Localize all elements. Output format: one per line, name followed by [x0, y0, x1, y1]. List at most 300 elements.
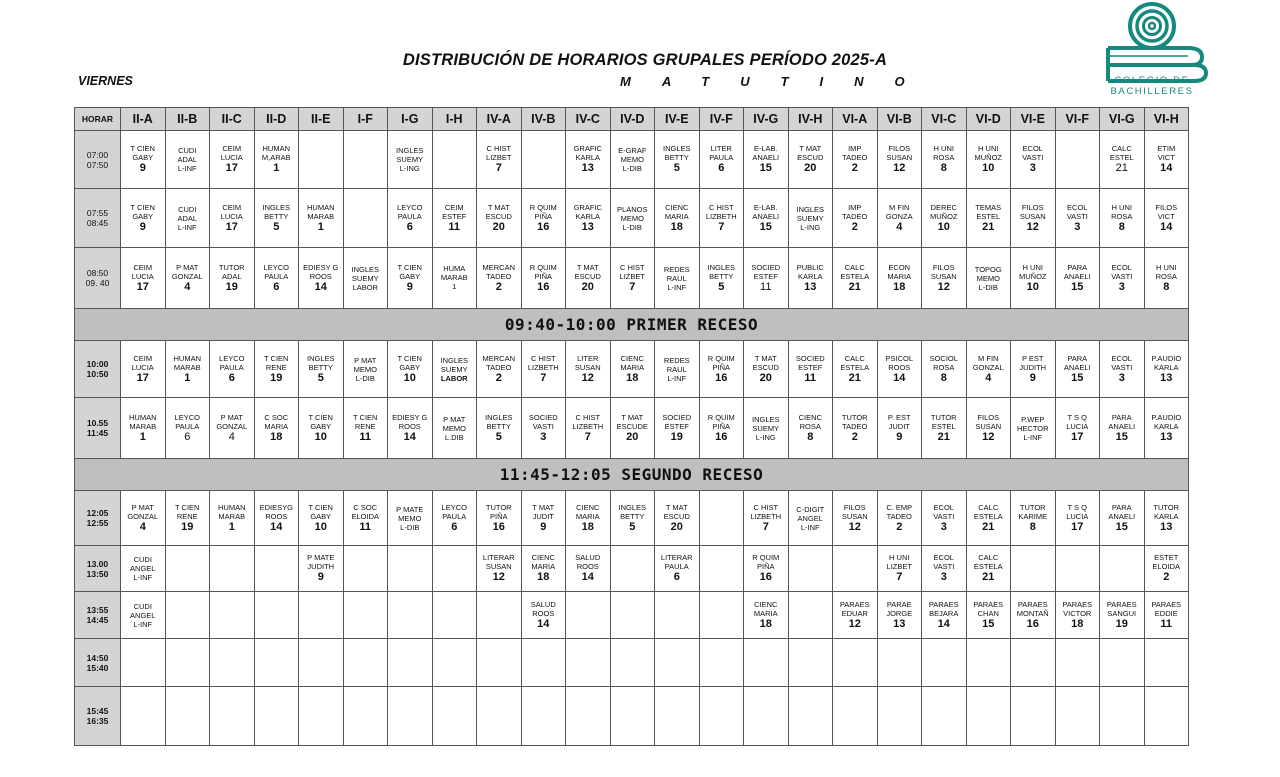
schedule-cell — [655, 687, 700, 746]
subject-label: H UNI — [1156, 262, 1177, 272]
teacher-label: KARLA — [1153, 421, 1179, 431]
schedule-cell — [966, 341, 1011, 398]
teacher-label: MARAB — [218, 511, 246, 521]
schedule-cell — [521, 491, 566, 546]
room-number: 8 — [807, 430, 814, 443]
room-number: 11 — [1160, 617, 1173, 630]
room-number: 10 — [403, 371, 416, 384]
schedule-cell — [477, 189, 522, 248]
teacher-label: SUSAN — [975, 421, 1002, 431]
teacher-label: LIZBET — [619, 271, 645, 281]
room-number: 6 — [673, 571, 680, 583]
room-number: 3 — [1118, 280, 1125, 293]
teacher-label: BETTY — [486, 421, 511, 431]
subject-label: LITERAR — [660, 553, 693, 562]
teacher-label: SUEMY — [396, 155, 424, 164]
teacher-label: JUDIT — [532, 511, 554, 521]
teacher-label: ESTELA — [973, 511, 1003, 521]
schedule-cell — [699, 248, 744, 309]
subject-label: INGLES — [618, 502, 646, 512]
subject-label: CALC — [1111, 144, 1132, 153]
schedule-cell — [1055, 398, 1100, 459]
schedule-cell — [1144, 189, 1189, 248]
subject-label: CUDI — [178, 146, 197, 155]
schedule-cell — [1011, 687, 1056, 746]
room-number: 1 — [273, 162, 280, 174]
room-number: 13 — [1160, 430, 1173, 443]
room-number: 14 — [1160, 162, 1173, 174]
subject-label: CALC — [844, 353, 865, 363]
room-number: 2 — [495, 280, 502, 293]
group-header-vi-e: VI-E — [1011, 108, 1056, 131]
subject-label: R QUIM — [529, 262, 557, 272]
subject-label: SOCIOL — [929, 353, 958, 363]
teacher-label: PIÑA — [712, 362, 730, 372]
subject-label: TUTOR — [930, 412, 957, 422]
schedule-cell — [833, 687, 878, 746]
schedule-cell — [1055, 592, 1100, 639]
subject-label: E-GRAF — [618, 146, 647, 155]
teacher-label: LUCIA — [220, 153, 243, 162]
schedule-cell — [966, 687, 1011, 746]
teacher-label: ESCUD — [574, 271, 601, 281]
subject-label: T CIEN — [308, 502, 333, 512]
schedule-cell — [343, 398, 388, 459]
room-number: 15 — [1115, 520, 1128, 533]
subject-label: LEYCO — [263, 262, 289, 272]
schedule-cell — [343, 248, 388, 309]
room-label: LABOR — [352, 282, 378, 292]
subject-label: IMP — [848, 144, 862, 153]
schedule-cell — [343, 592, 388, 639]
subject-label: FILOS — [1155, 202, 1178, 212]
day-label: VIERNES — [78, 74, 133, 88]
room-number: 13 — [581, 162, 594, 174]
subject-label: C SOC — [353, 502, 378, 512]
schedule-cell — [432, 592, 477, 639]
schedule-cell — [1011, 341, 1056, 398]
group-header-iv-d: IV-D — [610, 108, 655, 131]
subject-label: LEYCO — [174, 412, 200, 422]
subject-label: HUMAN — [262, 144, 290, 153]
teacher-label: LUCIA — [1066, 511, 1089, 521]
schedule-cell — [966, 398, 1011, 459]
teacher-label: ESTEF — [753, 271, 778, 281]
schedule-cell — [121, 398, 166, 459]
teacher-label: GABY — [399, 271, 421, 281]
teacher-label: SUSAN — [1019, 211, 1046, 221]
time-slot-cell — [75, 189, 121, 248]
subject-label: PARA — [1067, 353, 1088, 363]
teacher-label: ANAELI — [1063, 271, 1091, 281]
group-header-ii-a: II-A — [121, 108, 166, 131]
schedule-cell — [299, 341, 344, 398]
schedule-cell — [699, 491, 744, 546]
room-number: 14 — [270, 520, 283, 533]
room-number: 13 — [581, 220, 594, 233]
teacher-label: JUDITH — [307, 562, 335, 571]
subject-label: T CIEN — [397, 262, 422, 272]
schedule-cell — [744, 189, 789, 248]
teacher-label: TADEO — [842, 211, 868, 221]
room-number: 4 — [139, 520, 146, 533]
room-number: 8 — [1029, 520, 1036, 533]
schedule-cell — [1055, 639, 1100, 687]
schedule-cell — [210, 639, 255, 687]
schedule-cell — [343, 341, 388, 398]
schedule-cell — [1100, 131, 1145, 189]
schedule-cell — [121, 546, 166, 592]
room-label: L-ING — [800, 222, 821, 232]
room-number: 2 — [495, 371, 502, 384]
teacher-label: ELOIDA — [351, 511, 379, 521]
room-number: 17 — [225, 162, 238, 174]
time-slot-cell — [75, 592, 121, 639]
schedule-cell — [610, 189, 655, 248]
room-number: 6 — [273, 280, 280, 293]
group-header-iv-c: IV-C — [566, 108, 611, 131]
schedule-cell — [922, 131, 967, 189]
subject-label: PARAES — [1062, 599, 1093, 609]
room-number: 9 — [896, 430, 903, 443]
teacher-label: LIZBETH — [527, 362, 559, 372]
teacher-label: MONTAÑ — [1016, 608, 1049, 618]
group-header-i-f: I-F — [343, 108, 388, 131]
room-number: 7 — [540, 371, 547, 384]
schedule-cell — [165, 546, 210, 592]
subject-label: PARAES — [1151, 599, 1182, 609]
subject-label: C HIST — [575, 412, 601, 422]
subject-label: P MAT — [220, 412, 243, 422]
schedule-cell — [966, 491, 1011, 546]
teacher-label: LUCIA — [220, 211, 243, 221]
slot-start: 10.55 — [86, 418, 109, 428]
schedule-cell — [922, 491, 967, 546]
schedule-cell — [655, 491, 700, 546]
time-slot-row — [75, 639, 1189, 687]
schedule-cell — [254, 546, 299, 592]
subject-label: DEREC — [930, 202, 957, 212]
room-number: 8 — [940, 371, 947, 384]
teacher-label: MEMO — [620, 155, 644, 164]
schedule-cell — [254, 491, 299, 546]
subject-label: FILOS — [932, 262, 955, 272]
teacher-label: ESTELA — [840, 362, 870, 372]
room-label: L-DIB — [978, 282, 998, 292]
teacher-label: SUEMY — [752, 423, 780, 433]
teacher-label: ESTEL — [931, 421, 956, 431]
subject-label: T MAT — [621, 412, 644, 422]
schedule-table — [74, 107, 1189, 746]
schedule-cell — [699, 189, 744, 248]
teacher-label: ROSA — [1155, 271, 1177, 281]
teacher-label: SUSAN — [841, 511, 868, 521]
schedule-cell — [1100, 687, 1145, 746]
schedule-cell — [744, 398, 789, 459]
schedule-cell — [1100, 248, 1145, 309]
subject-label: HUMAN — [173, 353, 201, 363]
subject-label: CEIM — [222, 144, 242, 153]
room-number: 1 — [228, 520, 235, 533]
schedule-cell — [1144, 491, 1189, 546]
room-number: 11 — [448, 220, 461, 233]
subject-label: INGLES — [262, 202, 290, 212]
room-number: 2 — [851, 220, 858, 233]
schedule-cell — [566, 398, 611, 459]
subject-label: E-LAB. — [753, 144, 778, 153]
subject-label: T S Q — [1067, 412, 1087, 422]
teacher-label: TADEO — [842, 153, 868, 162]
slot-start: 13:55 — [86, 605, 109, 615]
schedule-cell — [744, 341, 789, 398]
slot-start: 07:00 — [86, 149, 109, 160]
room-number: 18 — [270, 430, 283, 443]
room-number: 12 — [1026, 220, 1039, 233]
teacher-label: KARIME — [1018, 511, 1048, 521]
room-number: 1 — [317, 220, 324, 233]
teacher-label: ROSA — [1111, 211, 1133, 221]
teacher-label: ANAELI — [1108, 511, 1136, 521]
schedule-cell — [254, 248, 299, 309]
subject-label: T S Q — [1067, 502, 1087, 512]
schedule-cell — [566, 592, 611, 639]
group-header-ii-c: II-C — [210, 108, 255, 131]
teacher-label: MEMO — [442, 423, 466, 433]
subject-label: PARA — [1111, 412, 1132, 422]
schedule-cell — [343, 639, 388, 687]
teacher-label: MARIA — [531, 562, 556, 571]
subject-label: P.WEP — [1021, 414, 1045, 424]
room-label: L.DIB — [444, 432, 464, 442]
subject-label: H UNI — [933, 144, 954, 153]
teacher-label: ESCUD — [752, 362, 779, 372]
room-number: 16 — [537, 220, 550, 233]
teacher-label: KARLA — [1153, 362, 1179, 372]
schedule-cell — [877, 131, 922, 189]
subject-label: INGLES — [751, 414, 780, 424]
header-row — [75, 108, 1189, 131]
schedule-cell — [788, 491, 833, 546]
teacher-label: SUEMY — [440, 364, 468, 374]
room-number: 3 — [540, 430, 547, 443]
schedule-cell — [966, 248, 1011, 309]
room-number: 12 — [982, 430, 995, 443]
schedule-cell — [1011, 639, 1056, 687]
time-slot-row — [75, 687, 1189, 746]
room-number: 14 — [937, 617, 950, 630]
subject-label: T MAT — [532, 502, 555, 512]
teacher-label: TADEO — [486, 362, 512, 372]
schedule-cell — [1055, 491, 1100, 546]
schedule-cell — [1100, 189, 1145, 248]
teacher-label: ESTEL — [976, 211, 1001, 221]
subject-label: TUTOR — [1153, 502, 1180, 512]
room-number: 19 — [225, 280, 238, 293]
room-number: 20 — [804, 162, 817, 174]
room-number: 17 — [136, 371, 149, 384]
schedule-cell — [699, 639, 744, 687]
subject-label: R QUIM — [707, 353, 735, 363]
room-number: 7 — [495, 162, 502, 174]
room-number: 9 — [139, 162, 146, 174]
teacher-label: MARIA — [620, 362, 645, 372]
schedule-cell — [699, 592, 744, 639]
teacher-label: PIÑA — [489, 511, 508, 521]
room-label: LABOR — [440, 373, 468, 383]
teacher-label: PIÑA — [534, 271, 552, 281]
schedule-cell — [254, 592, 299, 639]
room-number: 11 — [359, 430, 372, 443]
schedule-cell — [1100, 491, 1145, 546]
subject-label: LITER — [710, 144, 732, 153]
time-slot-row — [75, 131, 1189, 189]
subject-label: LITERAR — [482, 553, 515, 562]
room-label: L-ING — [755, 432, 776, 442]
room-number: 18 — [759, 617, 772, 630]
subject-label: P MAT — [443, 414, 466, 424]
schedule-cell — [788, 248, 833, 309]
room-number: 2 — [896, 520, 903, 533]
schedule-cell — [788, 592, 833, 639]
teacher-label: ANAELI — [1063, 362, 1091, 372]
teacher-label: MARAB — [129, 421, 157, 431]
schedule-cell — [744, 592, 789, 639]
schedule-cell — [165, 341, 210, 398]
subject-label: SALUD — [575, 553, 601, 562]
subject-label: CUDI — [133, 555, 152, 564]
subject-label: GRAFIC — [573, 202, 602, 212]
schedule-cell — [877, 248, 922, 309]
schedule-cell — [343, 546, 388, 592]
schedule-cell — [388, 398, 433, 459]
schedule-cell — [477, 131, 522, 189]
subject-label: PSICOL — [885, 353, 913, 363]
teacher-label: ANAELI — [752, 153, 780, 162]
subject-label: TUTOR — [218, 262, 245, 272]
schedule-cell — [788, 131, 833, 189]
subject-label: REDES — [663, 264, 690, 274]
schedule-cell — [388, 248, 433, 309]
schedule-cell — [477, 491, 522, 546]
teacher-label: VASTI — [1022, 153, 1044, 162]
schedule-cell — [121, 592, 166, 639]
room-label: L-DIB — [400, 522, 420, 532]
subject-label: T CIEN — [353, 412, 378, 422]
subject-label: TEMAS — [975, 202, 1002, 212]
schedule-cell — [299, 592, 344, 639]
room-number: 9 — [317, 571, 324, 583]
teacher-label: ADAL — [221, 271, 242, 281]
teacher-label: ANGEL — [797, 513, 823, 523]
subject-label: H UNI — [1111, 202, 1132, 212]
teacher-label: MARAB — [440, 273, 468, 282]
room-number: 5 — [673, 162, 680, 174]
subject-label: T CIEN — [397, 353, 422, 363]
room-number: 3 — [940, 571, 947, 583]
schedule-cell — [388, 639, 433, 687]
time-slot-row — [75, 546, 1189, 592]
subject-label: C HIST — [530, 353, 556, 363]
teacher-label: LIZBETH — [750, 511, 782, 521]
teacher-label: GONZAL — [216, 421, 248, 431]
schedule-cell — [165, 131, 210, 189]
room-number: 17 — [225, 220, 238, 233]
schedule-cell — [922, 398, 967, 459]
room-label: L-ING — [399, 164, 420, 173]
subject-label: INGLES — [796, 204, 824, 214]
teacher-label: ADAL — [177, 213, 198, 223]
room-number: 14 — [403, 430, 416, 443]
teacher-label: MUÑOZ — [930, 211, 958, 221]
teacher-label: KARLA — [1153, 511, 1179, 521]
time-slot-cell — [75, 248, 121, 309]
teacher-label: ESTEL — [1109, 153, 1134, 162]
schedule-cell — [833, 131, 878, 189]
room-number: 8 — [940, 162, 947, 174]
teacher-label: PIÑA — [534, 211, 552, 221]
room-label: L-INF — [177, 164, 197, 173]
subject-label: T CIEN — [308, 412, 333, 422]
group-header-vi-c: VI-C — [922, 108, 967, 131]
time-slot-cell — [75, 546, 121, 592]
schedule-cell — [1144, 639, 1189, 687]
slot-start: 12:05 — [86, 508, 109, 518]
subject-label: T CIEN — [130, 144, 155, 153]
group-header-ii-d: II-D — [254, 108, 299, 131]
schedule-cell — [655, 341, 700, 398]
subject-label: FILOS — [843, 502, 866, 512]
teacher-label: MEMO — [398, 513, 422, 523]
room-number: 12 — [848, 520, 861, 533]
schedule-cell — [1100, 341, 1145, 398]
slot-start: 14:50 — [86, 652, 109, 663]
schedule-cell — [655, 398, 700, 459]
room-number: 12 — [893, 162, 906, 174]
teacher-label: MEMO — [620, 213, 644, 223]
teacher-label: RENE — [265, 362, 287, 372]
group-header-ii-e: II-E — [299, 108, 344, 131]
schedule-cell — [1100, 592, 1145, 639]
schedule-cell — [521, 592, 566, 639]
schedule-cell — [610, 639, 655, 687]
subject-label: TOPOG — [974, 264, 1002, 274]
room-number: 16 — [537, 280, 550, 293]
schedule-cell — [299, 131, 344, 189]
teacher-label: BEJARA — [929, 608, 959, 618]
teacher-label: ROOS — [532, 608, 555, 618]
schedule-cell — [566, 687, 611, 746]
room-label: L-INF — [133, 619, 153, 629]
schedule-cell — [966, 131, 1011, 189]
schedule-cell — [121, 491, 166, 546]
schedule-cell — [610, 592, 655, 639]
schedule-cell — [254, 639, 299, 687]
schedule-cell — [699, 687, 744, 746]
schedule-cell — [165, 491, 210, 546]
subject-label: TUTOR — [485, 502, 512, 512]
room-number: 18 — [581, 520, 594, 533]
subject-label: HUMA — [443, 264, 466, 273]
room-number: 21 — [848, 280, 861, 293]
schedule-cell — [343, 687, 388, 746]
teacher-label: TADEO — [842, 421, 868, 431]
subject-label: TUTOR — [1019, 502, 1046, 512]
subject-label: HUMAN — [218, 502, 246, 512]
schedule-cell — [966, 546, 1011, 592]
teacher-label: ROOS — [576, 562, 599, 571]
teacher-label: LIZBETH — [572, 421, 604, 431]
room-number: 1 — [184, 371, 191, 384]
